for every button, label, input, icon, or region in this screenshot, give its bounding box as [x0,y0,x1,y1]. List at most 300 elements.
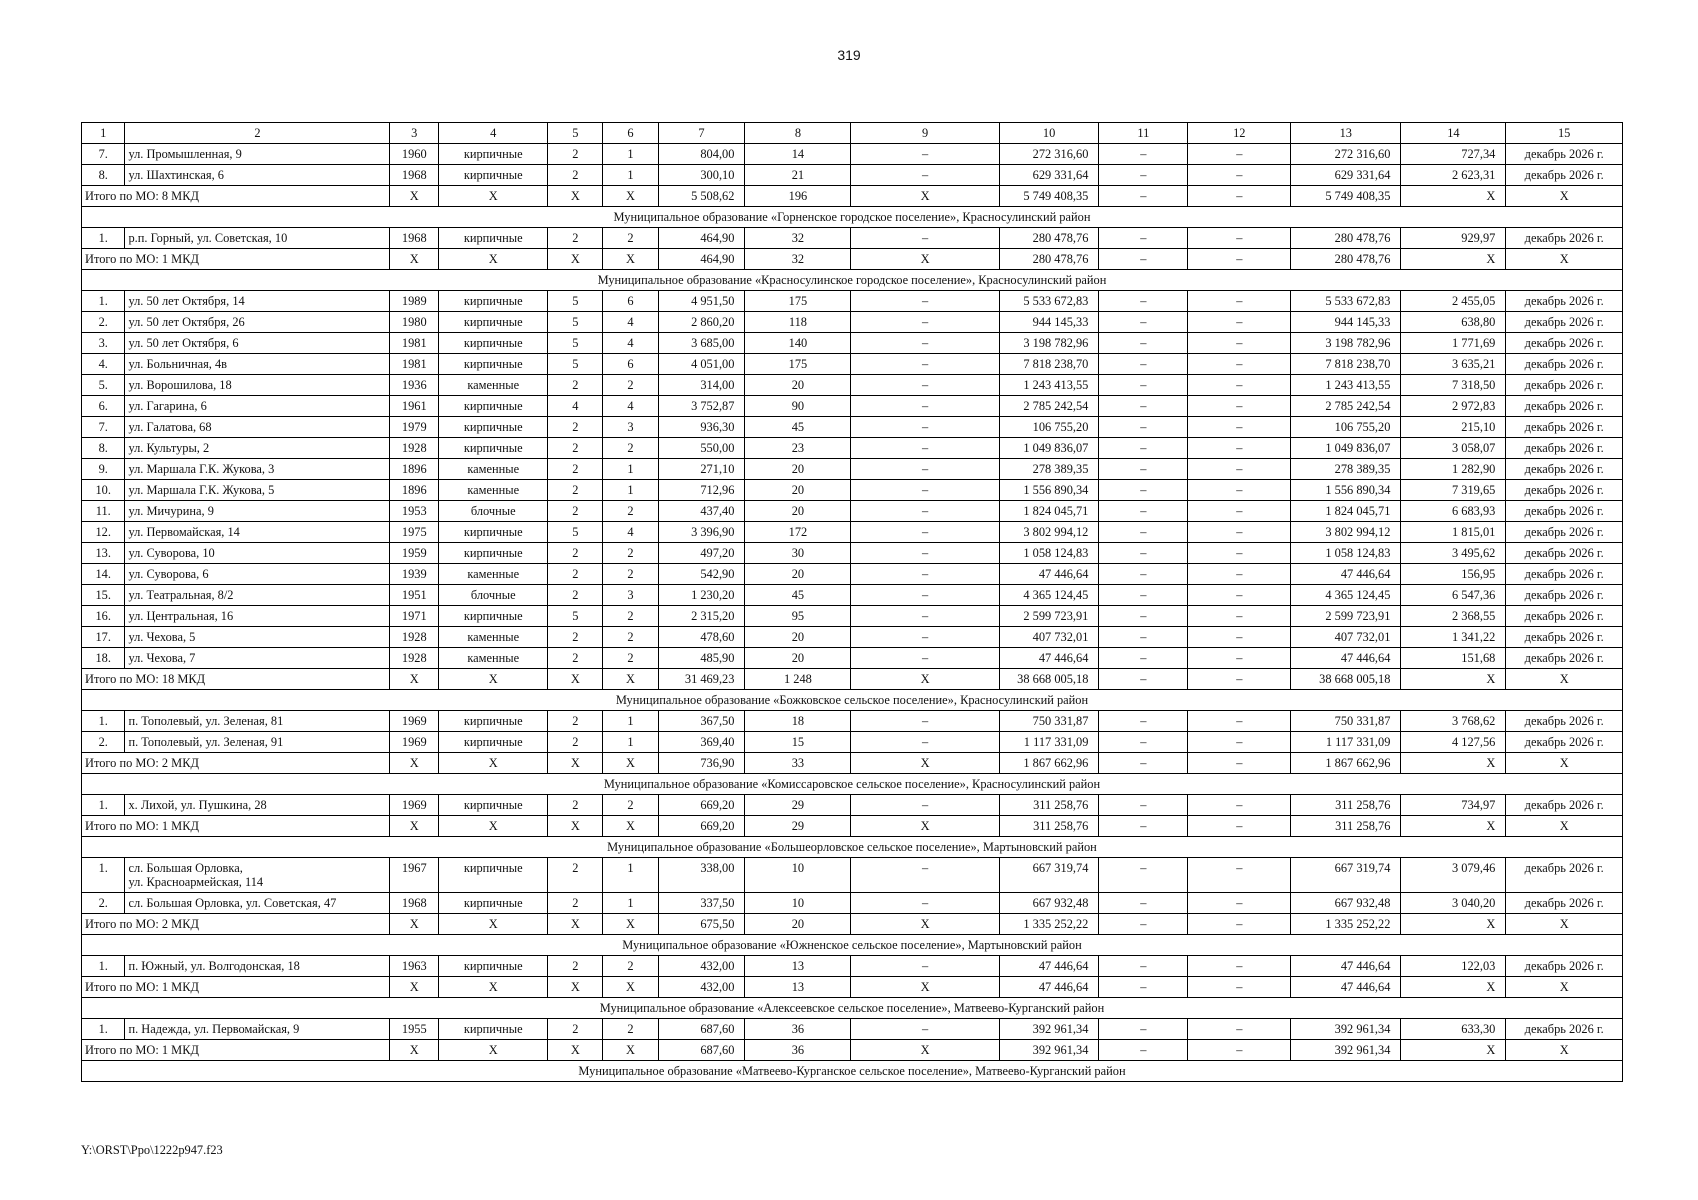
cell-address: сл. Большая Орловка, ул. Советская, 47 [125,893,390,914]
cell-entrances: 2 [603,543,658,564]
total-entrances: X [603,816,658,837]
cell-wall-material: кирпичные [439,1019,548,1040]
cell-cost-fund: 392 961,34 [1291,1019,1401,1040]
table-row [82,228,1623,249]
cell-residents: 20 [745,501,851,522]
total-floors: X [548,249,603,270]
cell-address: п. Южный, ул. Волгодонская, 18 [125,956,390,977]
cell-cost-total: 3 802 994,12 [999,522,1099,543]
cell-area: 3 752,87 [658,396,745,417]
cell-col11: – [1099,480,1188,501]
cell-col12: – [1188,795,1291,816]
cell-col9: – [851,858,999,893]
cell-cost-per-sqm: 6 683,93 [1401,501,1506,522]
cell-col9: – [851,438,999,459]
column-header-11: 11 [1099,123,1188,144]
cell-entrances: 2 [603,648,658,669]
cell-cost-total: 667 932,48 [999,893,1099,914]
total-residents: 29 [745,816,851,837]
table-row [82,165,1623,186]
cell-entrances: 2 [603,795,658,816]
cell-floors: 2 [548,438,603,459]
column-header-13: 13 [1291,123,1401,144]
total-residents: 20 [745,914,851,935]
cell-year: 1963 [390,956,439,977]
total-floors: X [548,914,603,935]
cell-deadline: декабрь 2026 г. [1506,291,1623,312]
column-header-15: 15 [1506,123,1623,144]
table-row [82,858,1623,893]
cell-cost-total: 272 316,60 [999,144,1099,165]
total-year: X [390,1040,439,1061]
cell-year: 1928 [390,438,439,459]
total-col12: – [1188,249,1291,270]
cell-number: 1. [82,228,125,249]
cell-wall-material: каменные [439,375,548,396]
cell-wall-material: кирпичные [439,291,548,312]
cell-entrances: 4 [603,522,658,543]
cell-cost-fund: 106 755,20 [1291,417,1401,438]
cell-area: 338,00 [658,858,745,893]
cell-entrances: 2 [603,606,658,627]
total-col9: X [851,249,999,270]
cell-year: 1955 [390,1019,439,1040]
cell-number: 1. [82,1019,125,1040]
cell-area: 1 230,20 [658,585,745,606]
cell-deadline: декабрь 2026 г. [1506,606,1623,627]
total-residents: 33 [745,753,851,774]
cell-entrances: 2 [603,627,658,648]
total-entrances: X [603,977,658,998]
cell-address: ул. Театральная, 8/2 [125,585,390,606]
cell-residents: 21 [745,165,851,186]
cell-wall-material: кирпичные [439,858,548,893]
cell-col9: – [851,522,999,543]
cell-col9: – [851,648,999,669]
cell-year: 1967 [390,858,439,893]
cell-floors: 2 [548,165,603,186]
cell-cost-fund: 1 556 890,34 [1291,480,1401,501]
cell-cost-per-sqm: 7 319,65 [1401,480,1506,501]
cell-area: 3 396,90 [658,522,745,543]
total-deadline: X [1506,249,1623,270]
cell-year: 1928 [390,648,439,669]
cell-wall-material: блочные [439,585,548,606]
cell-entrances: 3 [603,417,658,438]
cell-cost-total: 1 243 413,55 [999,375,1099,396]
cell-year: 1939 [390,564,439,585]
cell-col9: – [851,375,999,396]
cell-wall-material: каменные [439,564,548,585]
cell-col11: – [1099,711,1188,732]
cell-deadline: декабрь 2026 г. [1506,417,1623,438]
cell-col11: – [1099,522,1188,543]
cell-address: ул. 50 лет Октября, 26 [125,312,390,333]
total-year: X [390,977,439,998]
cell-cost-fund: 311 258,76 [1291,795,1401,816]
cell-wall-material: каменные [439,480,548,501]
cell-address: п. Надежда, ул. Первомайская, 9 [125,1019,390,1040]
cell-col12: – [1188,438,1291,459]
cell-year: 1968 [390,165,439,186]
cell-cost-total: 392 961,34 [999,1019,1099,1040]
cell-col11: – [1099,795,1188,816]
cell-col11: – [1099,956,1188,977]
cell-cost-per-sqm: 929,97 [1401,228,1506,249]
cell-residents: 20 [745,564,851,585]
cell-col11: – [1099,585,1188,606]
cell-cost-fund: 1 243 413,55 [1291,375,1401,396]
cell-area: 542,90 [658,564,745,585]
cell-col9: – [851,333,999,354]
total-row [82,816,1623,837]
section-header-row [82,1061,1623,1082]
total-cost-per-sqm: X [1401,1040,1506,1061]
total-label: Итого по МО: 2 МКД [82,914,390,935]
file-path-footer: Y:\ORST\Ppo\1222p947.f23 [81,1143,223,1157]
cell-col9: – [851,480,999,501]
cell-entrances: 1 [603,144,658,165]
cell-residents: 45 [745,585,851,606]
cell-wall-material: кирпичные [439,543,548,564]
section-header-row [82,935,1623,956]
cell-number: 14. [82,564,125,585]
total-entrances: X [603,1040,658,1061]
cell-col11: – [1099,396,1188,417]
cell-cost-per-sqm: 156,95 [1401,564,1506,585]
cell-col9: – [851,543,999,564]
cell-entrances: 1 [603,858,658,893]
cell-wall-material: кирпичные [439,165,548,186]
cell-cost-total: 407 732,01 [999,627,1099,648]
total-deadline: X [1506,186,1623,207]
cell-year: 1981 [390,333,439,354]
cell-number: 16. [82,606,125,627]
cell-year: 1969 [390,732,439,753]
cell-residents: 20 [745,480,851,501]
municipality-title: Муниципальное образование «Красносулинское городское поселение», Красносулинский район [82,270,1623,291]
total-year: X [390,914,439,935]
section-header-row [82,207,1623,228]
cell-entrances: 2 [603,956,658,977]
municipality-title: Муниципальное образование «Божковское сельское поселение», Красносулинский район [82,690,1623,711]
cell-col12: – [1188,648,1291,669]
cell-year: 1980 [390,312,439,333]
cell-area: 314,00 [658,375,745,396]
cell-col12: – [1188,459,1291,480]
total-entrances: X [603,914,658,935]
cell-col11: – [1099,627,1188,648]
total-cost-per-sqm: X [1401,914,1506,935]
cell-number: 18. [82,648,125,669]
total-col11: – [1099,669,1188,690]
cell-deadline: декабрь 2026 г. [1506,858,1623,893]
total-deadline: X [1506,816,1623,837]
cell-residents: 20 [745,459,851,480]
cell-residents: 32 [745,228,851,249]
cell-number: 12. [82,522,125,543]
cell-col11: – [1099,375,1188,396]
cell-col12: – [1188,354,1291,375]
cell-col9: – [851,144,999,165]
cell-address: ул. 50 лет Октября, 6 [125,333,390,354]
cell-wall-material: кирпичные [439,795,548,816]
total-floors: X [548,669,603,690]
total-entrances: X [603,249,658,270]
cell-cost-per-sqm: 215,10 [1401,417,1506,438]
cell-deadline: декабрь 2026 г. [1506,543,1623,564]
cell-residents: 18 [745,711,851,732]
total-col9: X [851,753,999,774]
column-header-6: 6 [603,123,658,144]
table-row [82,711,1623,732]
cell-address: х. Лихой, ул. Пушкина, 28 [125,795,390,816]
total-residents: 36 [745,1040,851,1061]
total-year: X [390,186,439,207]
cell-deadline: декабрь 2026 г. [1506,354,1623,375]
cell-col11: – [1099,228,1188,249]
cell-col11: – [1099,501,1188,522]
cell-year: 1989 [390,291,439,312]
cell-col9: – [851,312,999,333]
cell-wall-material: каменные [439,459,548,480]
total-label: Итого по МО: 1 МКД [82,1040,390,1061]
total-col11: – [1099,753,1188,774]
cell-residents: 175 [745,291,851,312]
cell-wall-material: кирпичные [439,396,548,417]
cell-floors: 5 [548,354,603,375]
total-cost-total: 311 258,76 [999,816,1099,837]
section-header-row [82,690,1623,711]
cell-cost-fund: 5 533 672,83 [1291,291,1401,312]
cell-deadline: декабрь 2026 г. [1506,893,1623,914]
total-label: Итого по МО: 18 МКД [82,669,390,690]
total-row [82,753,1623,774]
cell-residents: 95 [745,606,851,627]
total-row [82,249,1623,270]
cell-col9: – [851,1019,999,1040]
table-row [82,1019,1623,1040]
cell-col9: – [851,627,999,648]
cell-cost-fund: 3 198 782,96 [1291,333,1401,354]
total-col9: X [851,1040,999,1061]
cell-year: 1951 [390,585,439,606]
cell-floors: 2 [548,585,603,606]
cell-residents: 13 [745,956,851,977]
cell-floors: 2 [548,564,603,585]
cell-number: 3. [82,333,125,354]
column-header-4: 4 [439,123,548,144]
total-cost-per-sqm: X [1401,249,1506,270]
cell-entrances: 4 [603,333,658,354]
cell-floors: 2 [548,543,603,564]
cell-cost-per-sqm: 3 079,46 [1401,858,1506,893]
cell-col12: – [1188,333,1291,354]
table-row [82,732,1623,753]
cell-cost-fund: 47 446,64 [1291,564,1401,585]
total-col11: – [1099,249,1188,270]
cell-wall-material: кирпичные [439,417,548,438]
total-row [82,977,1623,998]
cell-floors: 2 [548,501,603,522]
cell-deadline: декабрь 2026 г. [1506,501,1623,522]
cell-col9: – [851,585,999,606]
cell-cost-fund: 750 331,87 [1291,711,1401,732]
total-deadline: X [1506,669,1623,690]
cell-address: ул. Гагарина, 6 [125,396,390,417]
cell-cost-total: 944 145,33 [999,312,1099,333]
cell-area: 4 051,00 [658,354,745,375]
cell-number: 4. [82,354,125,375]
cell-floors: 2 [548,1019,603,1040]
total-col12: – [1188,914,1291,935]
cell-area: 936,30 [658,417,745,438]
cell-address: р.п. Горный, ул. Советская, 10 [125,228,390,249]
cell-cost-total: 1 556 890,34 [999,480,1099,501]
cell-deadline: декабрь 2026 г. [1506,1019,1623,1040]
column-header-5: 5 [548,123,603,144]
section-header-row [82,998,1623,1019]
cell-year: 1936 [390,375,439,396]
total-cost-fund: 47 446,64 [1291,977,1401,998]
cell-area: 485,90 [658,648,745,669]
cell-cost-total: 278 389,35 [999,459,1099,480]
cell-floors: 2 [548,795,603,816]
cell-entrances: 4 [603,396,658,417]
cell-floors: 2 [548,732,603,753]
total-wall-material: X [439,186,548,207]
cell-area: 550,00 [658,438,745,459]
table-row [82,648,1623,669]
cell-entrances: 1 [603,459,658,480]
total-wall-material: X [439,1040,548,1061]
cell-col12: – [1188,564,1291,585]
cell-year: 1968 [390,228,439,249]
total-cost-fund: 5 749 408,35 [1291,186,1401,207]
cell-residents: 14 [745,144,851,165]
cell-address: ул. Больничная, 4в [125,354,390,375]
column-header-9: 9 [851,123,999,144]
cell-cost-per-sqm: 3 495,62 [1401,543,1506,564]
cell-deadline: декабрь 2026 г. [1506,480,1623,501]
cell-cost-per-sqm: 633,30 [1401,1019,1506,1040]
cell-residents: 20 [745,648,851,669]
cell-cost-per-sqm: 638,80 [1401,312,1506,333]
cell-col11: – [1099,438,1188,459]
cell-floors: 2 [548,711,603,732]
municipality-title: Муниципальное образование «Алексеевское сельское поселение», Матвеево-Курганский район [82,998,1623,1019]
cell-address: ул. Первомайская, 14 [125,522,390,543]
total-area: 5 508,62 [658,186,745,207]
cell-col12: – [1188,956,1291,977]
column-header-12: 12 [1188,123,1291,144]
cell-address: ул. Маршала Г.К. Жукова, 5 [125,480,390,501]
cell-year: 1971 [390,606,439,627]
cell-cost-per-sqm: 122,03 [1401,956,1506,977]
cell-cost-total: 47 446,64 [999,648,1099,669]
cell-col9: – [851,396,999,417]
cell-number: 17. [82,627,125,648]
cell-cost-total: 3 198 782,96 [999,333,1099,354]
total-cost-total: 1 867 662,96 [999,753,1099,774]
cell-deadline: декабрь 2026 г. [1506,564,1623,585]
cell-floors: 2 [548,417,603,438]
cell-residents: 30 [745,543,851,564]
cell-col12: – [1188,1019,1291,1040]
cell-year: 1975 [390,522,439,543]
cell-cost-per-sqm: 4 127,56 [1401,732,1506,753]
total-col9: X [851,816,999,837]
cell-cost-per-sqm: 2 368,55 [1401,606,1506,627]
cell-address: ул. 50 лет Октября, 14 [125,291,390,312]
cell-col11: – [1099,858,1188,893]
cell-area: 478,60 [658,627,745,648]
total-col9: X [851,186,999,207]
cell-cost-total: 311 258,76 [999,795,1099,816]
total-row [82,914,1623,935]
cell-area: 369,40 [658,732,745,753]
cell-cost-per-sqm: 3 040,20 [1401,893,1506,914]
cell-entrances: 3 [603,585,658,606]
cell-address: ул. Галатова, 68 [125,417,390,438]
table-row [82,291,1623,312]
section-header-row [82,837,1623,858]
cell-floors: 2 [548,956,603,977]
total-cost-fund: 38 668 005,18 [1291,669,1401,690]
cell-floors: 2 [548,375,603,396]
cell-cost-per-sqm: 1 282,90 [1401,459,1506,480]
cell-cost-fund: 7 818 238,70 [1291,354,1401,375]
cell-year: 1969 [390,795,439,816]
cell-residents: 10 [745,858,851,893]
cell-year: 1953 [390,501,439,522]
cell-wall-material: кирпичные [439,893,548,914]
total-area: 669,20 [658,816,745,837]
total-col12: – [1188,186,1291,207]
cell-col11: – [1099,144,1188,165]
cell-wall-material: кирпичные [439,333,548,354]
cell-residents: 36 [745,1019,851,1040]
cell-col9: – [851,956,999,977]
page-number: 319 [837,47,861,63]
cell-deadline: декабрь 2026 г. [1506,627,1623,648]
cell-col12: – [1188,396,1291,417]
total-cost-total: 38 668 005,18 [999,669,1099,690]
cell-col9: – [851,459,999,480]
cell-col9: – [851,564,999,585]
cell-cost-fund: 667 932,48 [1291,893,1401,914]
cell-col12: – [1188,375,1291,396]
cell-col11: – [1099,564,1188,585]
cell-deadline: декабрь 2026 г. [1506,459,1623,480]
cell-entrances: 1 [603,711,658,732]
total-residents: 32 [745,249,851,270]
total-col11: – [1099,186,1188,207]
total-deadline: X [1506,914,1623,935]
total-col12: – [1188,816,1291,837]
cell-floors: 2 [548,858,603,893]
cell-residents: 140 [745,333,851,354]
total-row [82,669,1623,690]
cell-wall-material: каменные [439,648,548,669]
cell-cost-total: 106 755,20 [999,417,1099,438]
cell-area: 271,10 [658,459,745,480]
total-label: Итого по МО: 1 МКД [82,249,390,270]
total-floors: X [548,1040,603,1061]
cell-entrances: 2 [603,228,658,249]
total-col11: – [1099,816,1188,837]
cell-entrances: 1 [603,165,658,186]
